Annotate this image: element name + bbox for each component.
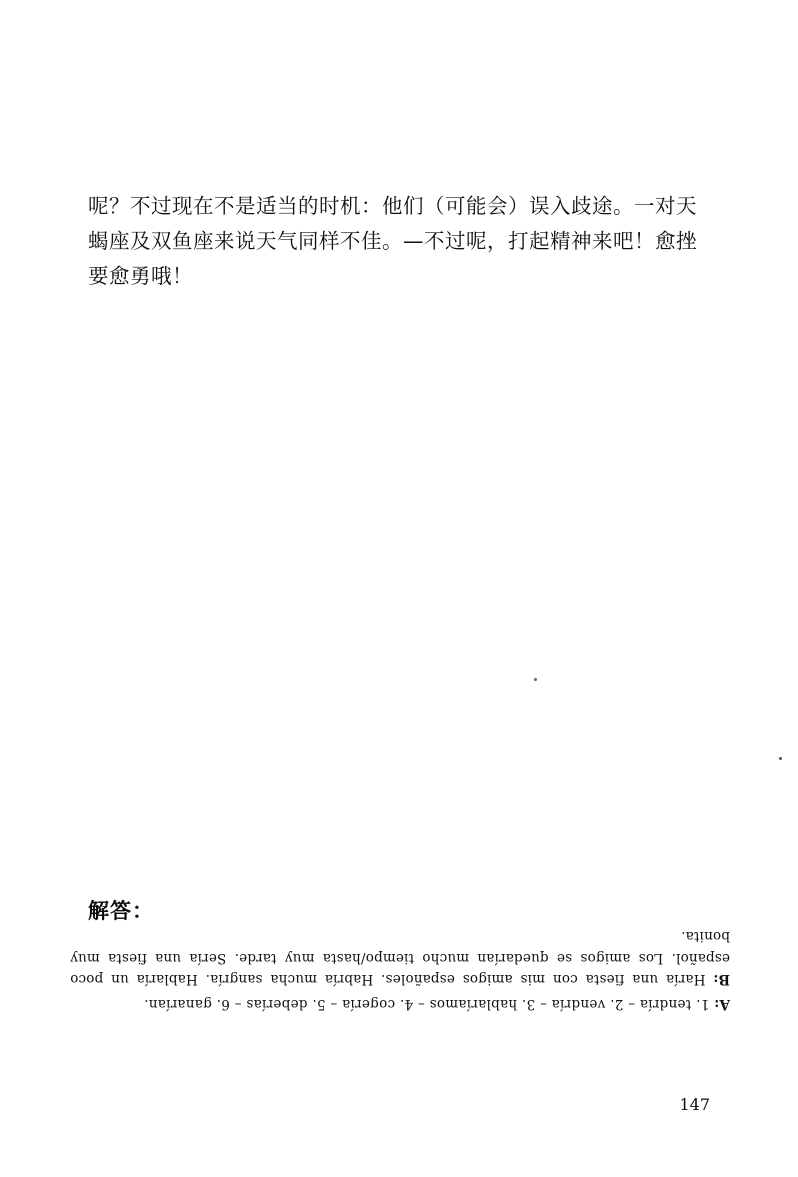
answer-key-text-b: Haría una fiesta con mis amigos españoles. Habría mucha sangría. Hablaría un poco español. Los amigos se quedarían mucho tiempo/hasta muy tarde. Sería una fiesta muy bonita. — [69, 928, 730, 988]
page-speckle-icon — [534, 678, 537, 681]
answer-key-block — [70, 925, 730, 1014]
body-paragraph: 呢？不过现在不是适当的时机：他们（可能会）误入歧途。一对天蝎座及双鱼座来说天气同样不佳。—不过呢，打起精神来吧！愈挫要愈勇哦！ — [88, 193, 697, 288]
answer-key-label-a: A: — [713, 996, 730, 1012]
answers-heading: 解答： — [88, 899, 154, 923]
answer-key-label-b: B: — [713, 971, 730, 988]
answer-key-text-a: 1. tendría – 2. vendría – 3. hablaríamos – 4. cogería – 5. deberías – 6. ganarían. — [143, 996, 710, 1012]
answer-key-line-a — [70, 993, 730, 1015]
page-speckle-icon — [779, 757, 782, 760]
page-number: 147 — [679, 1095, 710, 1114]
answer-key-line-b — [70, 925, 730, 990]
